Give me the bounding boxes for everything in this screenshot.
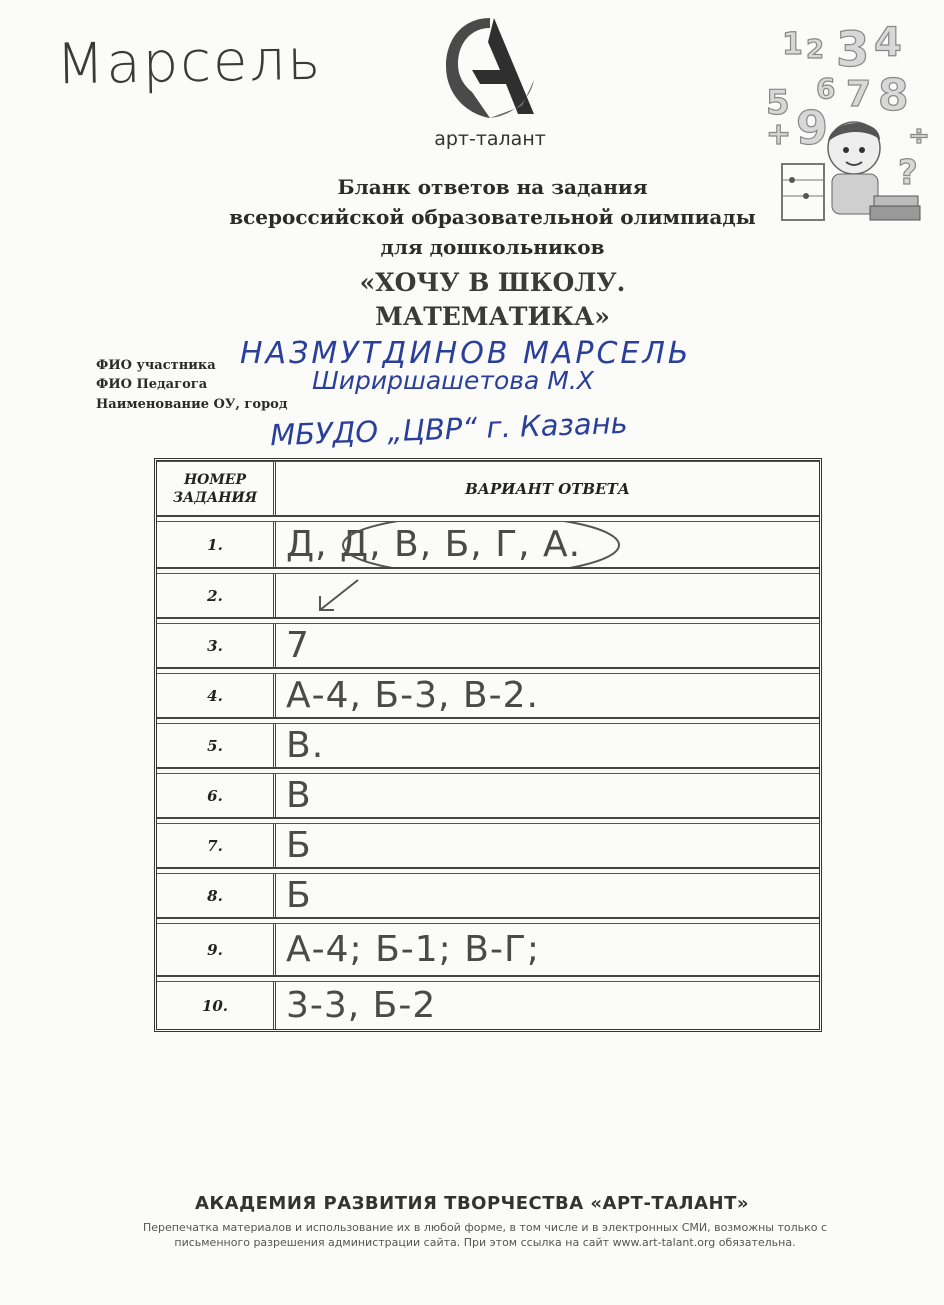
footer-note: [110, 1220, 860, 1250]
decor-digit-9: 9: [796, 101, 829, 155]
arrow-icon: [312, 576, 362, 616]
task-number: 8.: [157, 874, 276, 917]
header-line-1: Бланк ответов на задания: [337, 175, 648, 199]
task-number: 1.: [157, 522, 276, 567]
answer-field[interactable]: [276, 674, 819, 717]
art-talant-a-logo-icon: [442, 14, 538, 124]
answer-field[interactable]: [276, 774, 819, 817]
answer-field[interactable]: [276, 874, 819, 917]
table-row: [157, 521, 819, 569]
answer-text: А-4; Б-1; В-Г;: [286, 929, 541, 970]
teacher-label: ФИО Педагога: [96, 377, 208, 392]
school-field[interactable]: МБУДО „ЦВР“ г. Казань: [269, 405, 629, 453]
answer-field[interactable]: [276, 574, 819, 617]
olympiad-title-2: МАТЕМАТИКА»: [375, 302, 610, 331]
table-row: [157, 873, 819, 919]
decor-digit-8: 8: [878, 70, 909, 121]
school-label: Наименование ОУ, город: [96, 397, 288, 412]
table-row: [157, 723, 819, 769]
footer-note-line-2: письменного разрешения администрации сайта. При этом ссылка на сайт www.art-talant.org обязательна.: [174, 1236, 796, 1249]
decor-digit-1: 1: [782, 27, 803, 62]
task-number: 6.: [157, 774, 276, 817]
decor-plus: +: [766, 117, 792, 152]
table-row: [157, 773, 819, 819]
decor-digit-6: 6: [816, 72, 836, 105]
table-row: [157, 623, 819, 669]
circle-mark-icon: [336, 522, 626, 567]
answer-field[interactable]: [276, 522, 819, 567]
answer-table: [154, 458, 822, 1032]
table-row: [157, 981, 819, 1029]
answer-field[interactable]: [276, 824, 819, 867]
header: [200, 172, 785, 334]
table-row: [157, 673, 819, 719]
answer-text: 3-3, Б-2: [286, 985, 437, 1026]
header-line-3: для дошкольников: [380, 235, 605, 259]
participant-label: ФИО участника: [96, 358, 216, 373]
decor-digit-5: 5: [766, 83, 790, 123]
logo: [420, 14, 560, 150]
answer-field[interactable]: [276, 724, 819, 767]
child-with-books-icon: [762, 14, 932, 229]
answer-text: В.: [286, 725, 325, 766]
footer-title: АКАДЕМИЯ РАЗВИТИЯ ТВОРЧЕСТВА «АРТ-ТАЛАНТ»: [195, 1193, 749, 1214]
decor-question: ?: [898, 153, 918, 193]
decor-digit-7: 7: [846, 74, 872, 115]
answer-text: Д, Д, В, Б, Г, А.: [286, 524, 582, 565]
header-task-number: [157, 462, 276, 515]
answer-field[interactable]: [276, 982, 819, 1029]
footer-note-line-1: Перепечатка материалов и использование их в любой форме, в том числе и в электронных СМИ, возможны только с: [142, 1221, 828, 1234]
olympiad-title-1: «ХОЧУ В ШКОЛУ.: [359, 268, 626, 297]
task-number: 2.: [157, 574, 276, 617]
task-number: 5.: [157, 724, 276, 767]
teacher-field[interactable]: Шириршашетова М.Х: [312, 366, 594, 395]
answer-field[interactable]: [276, 624, 819, 667]
answer-text: А-4, Б-3, В-2.: [286, 675, 539, 716]
task-number: 9.: [157, 924, 276, 975]
task-number: 4.: [157, 674, 276, 717]
decor-digit-2: 2: [806, 35, 825, 65]
table-row: [157, 823, 819, 869]
table-header-row: [157, 461, 819, 517]
task-number: 7.: [157, 824, 276, 867]
handwritten-name: Марсель: [55, 27, 323, 98]
decor-digit-3: 3: [836, 22, 870, 78]
task-number: 3.: [157, 624, 276, 667]
answer-text: Б: [286, 825, 312, 866]
table-row: [157, 573, 819, 619]
decor-divide: ÷: [908, 121, 930, 151]
header-num-line-2: ЗАДАНИЯ: [172, 489, 258, 506]
decor-digit-4: 4: [874, 20, 902, 66]
answer-text: В: [286, 775, 312, 816]
header-line-2: всероссийской образовательной олимпиады: [229, 205, 756, 229]
answer-text: 7: [286, 625, 310, 666]
table-row: [157, 923, 819, 977]
answer-text: Б: [286, 875, 312, 916]
task-number: 10.: [157, 982, 276, 1029]
logo-text: арт-талант: [434, 128, 546, 150]
header-num-line-1: НОМЕР: [183, 471, 247, 488]
participant-field[interactable]: НАЗМУТДИНОВ МАРСЕЛЬ: [240, 336, 692, 371]
answer-field[interactable]: [276, 924, 819, 975]
header-answer: ВАРИАНТ ОТВЕТА: [465, 479, 630, 498]
